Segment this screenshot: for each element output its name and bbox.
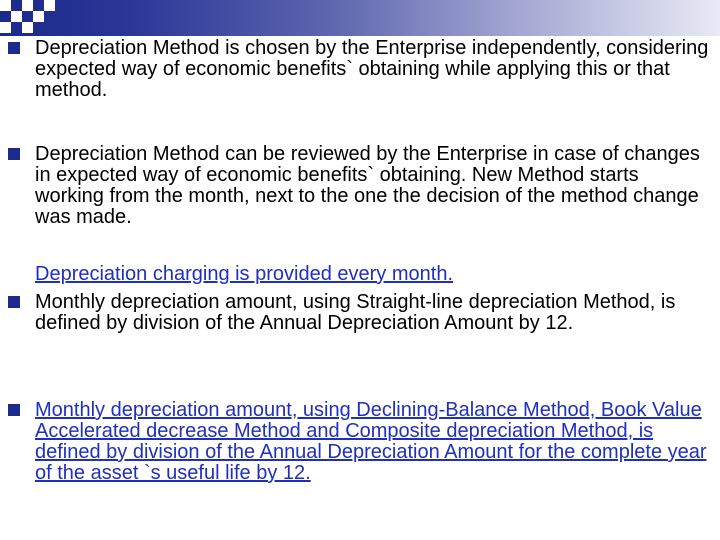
bullet-text: Monthly depreciation amount, using Straight-line depreciation Method, is defined by division of the Annual Depreciation Amount by 12.	[35, 291, 676, 334]
bullet-link[interactable]: Depreciation charging is provided every month.	[35, 263, 453, 285]
bullet-text: Depreciation Method is chosen by the Enterprise independently, considering expected way of economic benefits` obtaining while applying this or that method.	[35, 37, 709, 101]
bullet-link[interactable]: Monthly depreciation amount, using Declining-Balance Method, Book Value Accelerated decrease Method and Composite depreciation Method, is defined by division of the Annual Depreciation Amount for the complete year of the asset `s useful life by 12.	[35, 399, 707, 484]
square-bullet-icon	[8, 148, 20, 160]
square-bullet-icon	[8, 404, 20, 416]
bullet-text: Depreciation Method can be reviewed by the Enterprise in case of changes in expected way of economic benefits` obtaining. New Method starts working from the month, next to the one the decision of the method change was made.	[35, 143, 700, 228]
square-bullet-icon	[8, 296, 20, 308]
square-bullet-icon	[8, 42, 20, 54]
